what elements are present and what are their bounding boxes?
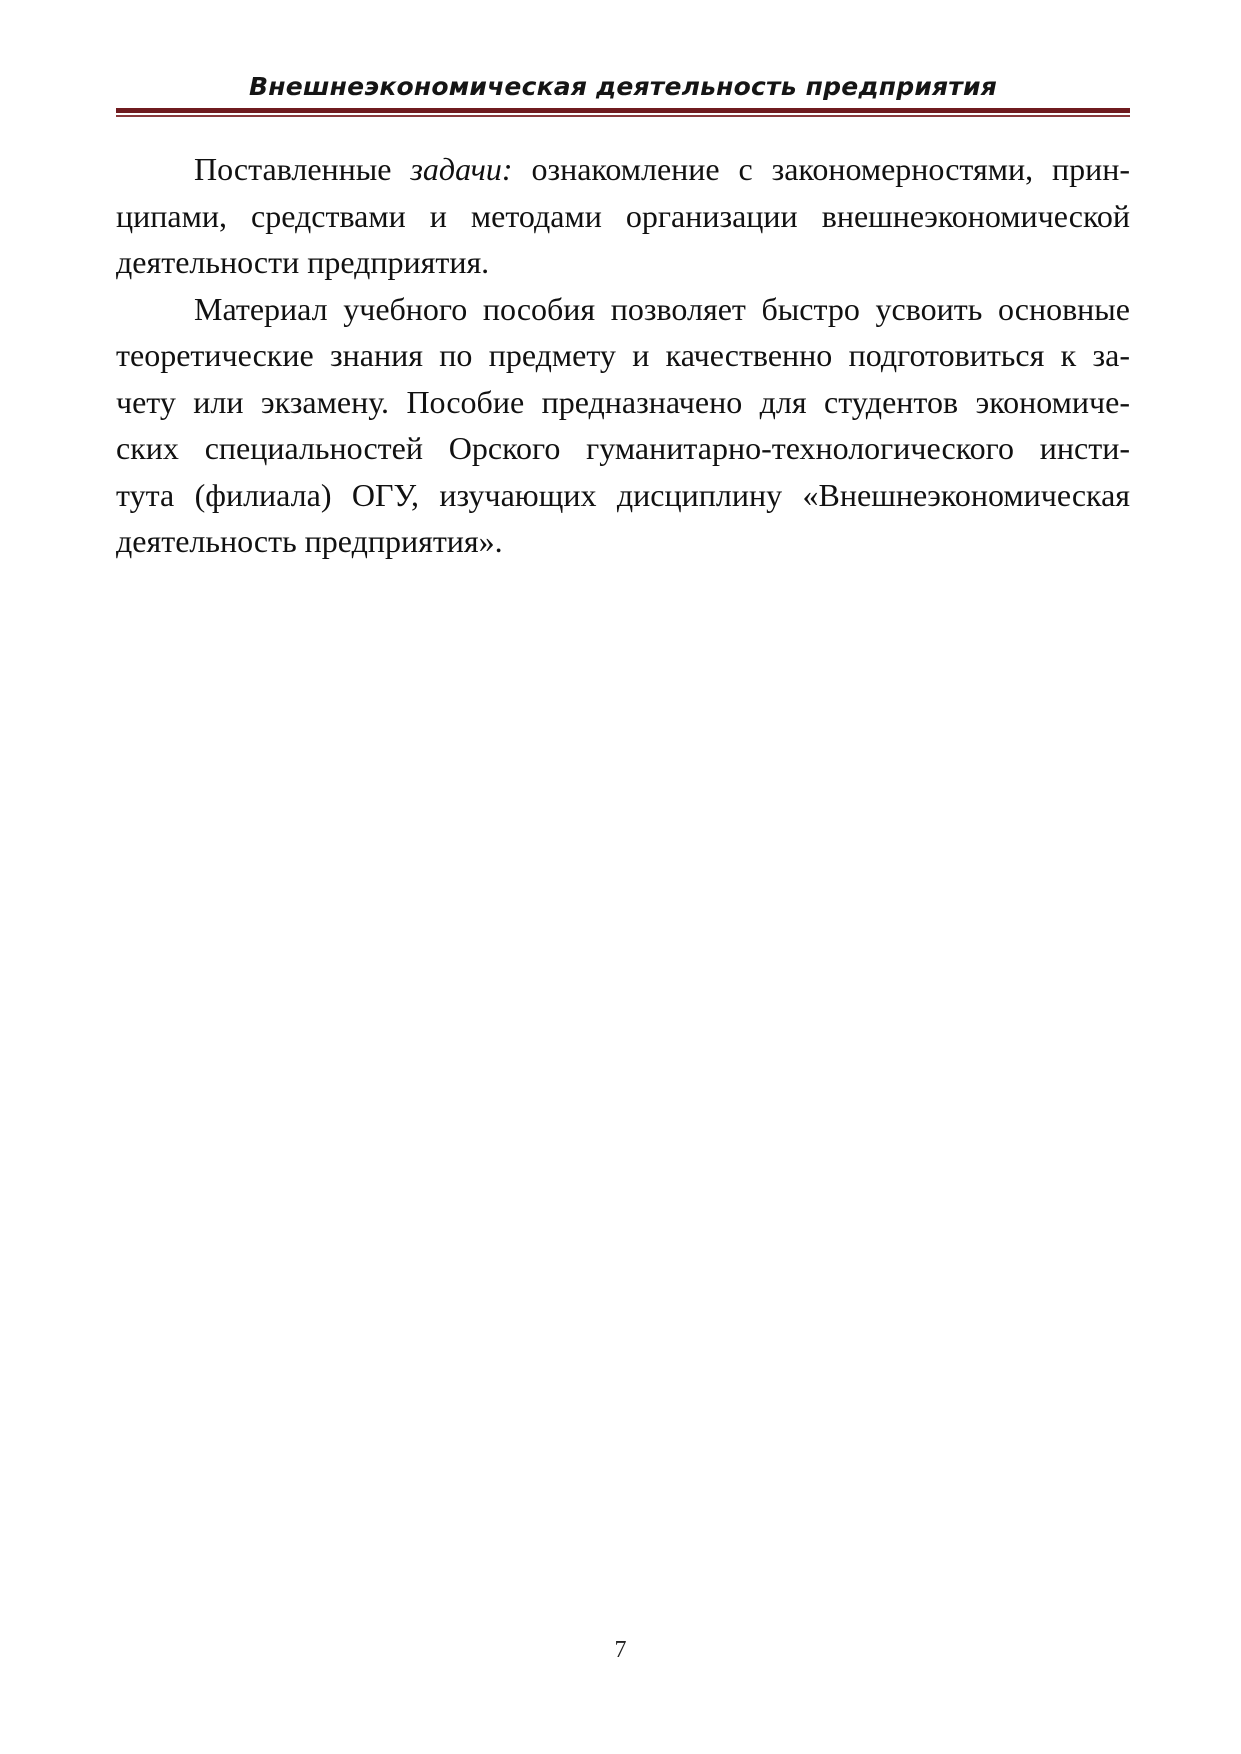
header-double-rule xyxy=(116,108,1130,117)
text-line: ских специальностей Орского гуманитарно-технологического инсти- xyxy=(116,430,1130,466)
header-rule-thin xyxy=(116,115,1130,117)
text-line xyxy=(116,146,1130,193)
text-line: деятельности предприятия. xyxy=(116,244,490,280)
paragraph-tasks xyxy=(116,146,1130,286)
main-text xyxy=(116,146,1130,565)
italic-term: задачи: xyxy=(410,151,513,187)
running-header-title: Внешнеэкономическая деятельность предприятия xyxy=(249,72,997,101)
text-line: чету или экзамену. Пособие предназначено для студентов экономиче- xyxy=(116,383,1130,420)
page-number: 7 xyxy=(614,1637,627,1663)
paragraph-material xyxy=(116,286,1130,565)
text-line: деятельность предприятия». xyxy=(116,523,503,559)
text-line: Материал учебного пособия позволяет быстро усвоить основные xyxy=(194,290,1130,327)
text-run: Поставленные xyxy=(194,151,411,187)
text-run: ознакомление с закономерностями, прин- xyxy=(512,151,1131,187)
text-line: теоретические знания по предмету и качественно подготовиться к за- xyxy=(116,337,1130,373)
text-line: тута (филиала) ОГУ, изучающих дисциплину «Внешнеэкономическая xyxy=(116,476,1130,513)
text-line: ципами, средствами и методами организации внешнеэкономической xyxy=(116,197,1130,234)
